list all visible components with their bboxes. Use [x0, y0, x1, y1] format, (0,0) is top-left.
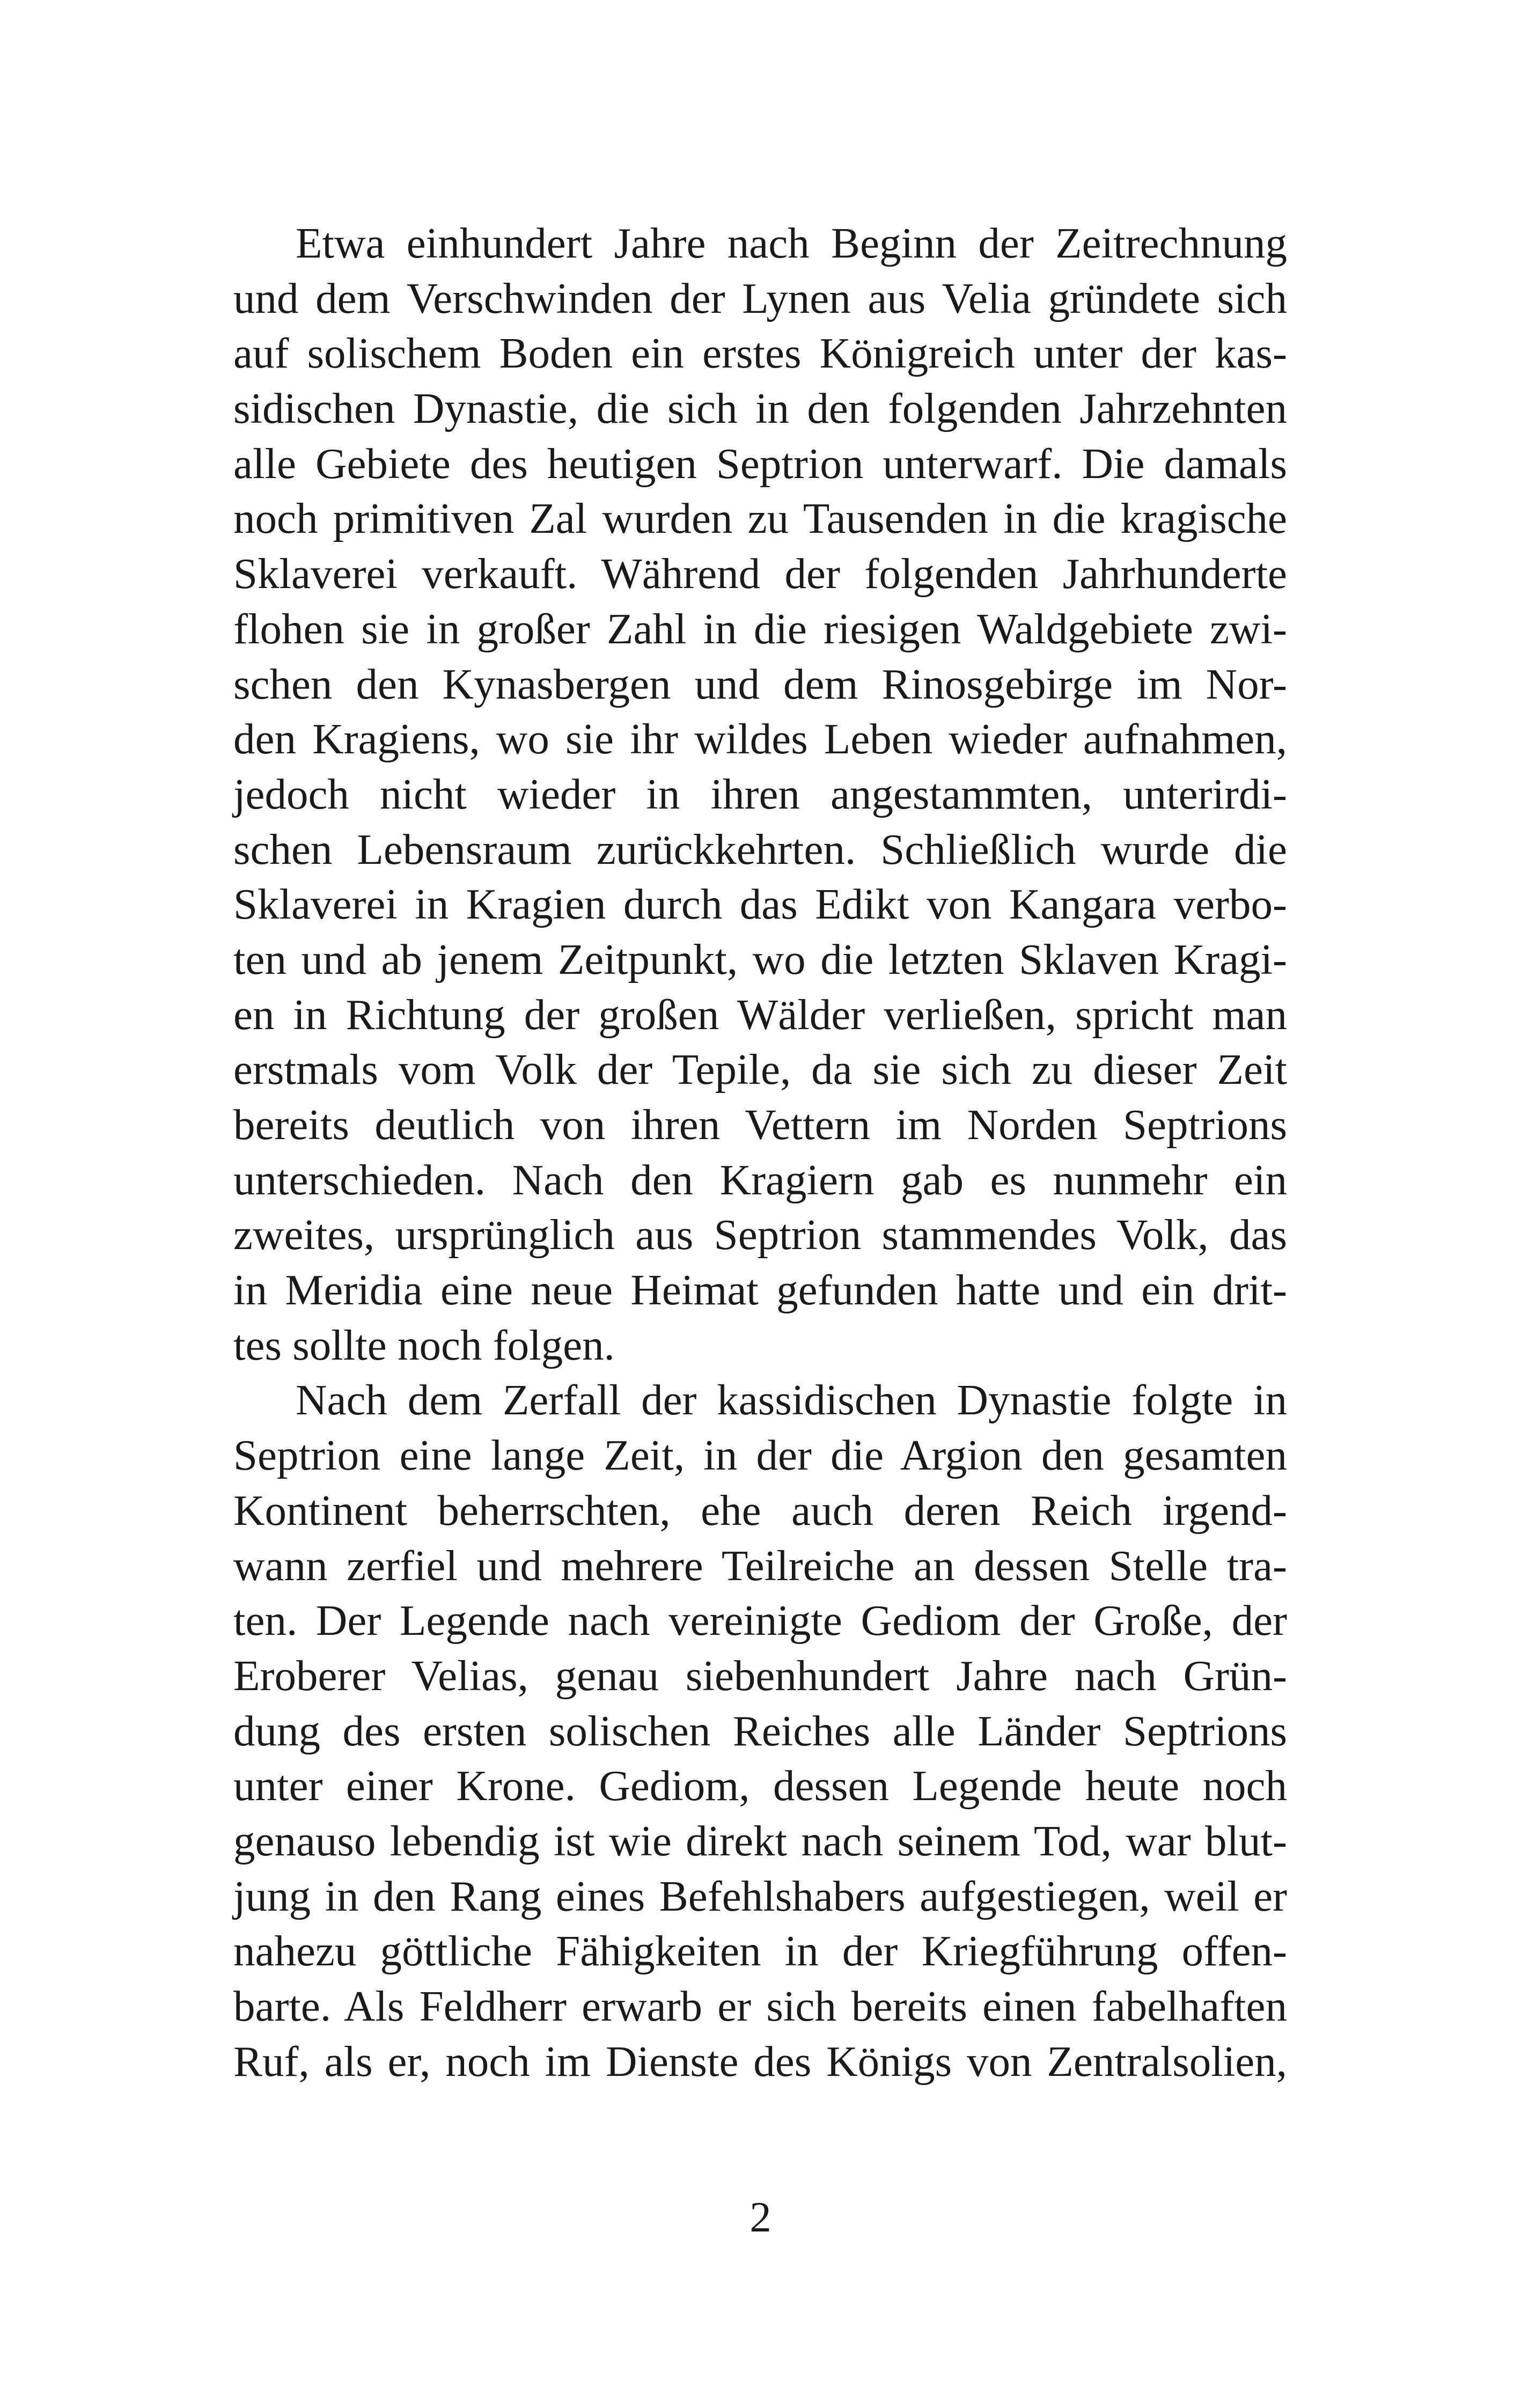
text-line: und dem Verschwinden der Lynen aus Velia gründete sich: [233, 274, 1287, 322]
text-line: Eroberer Velias, genau siebenhundert Jahre nach Grün-: [233, 1651, 1287, 1700]
text-line: jung in den Rang eines Befehlshabers aufgestiegen, weil er: [233, 1871, 1287, 1920]
body-text: [233, 216, 1287, 2089]
text-line: unter einer Krone. Gediom, dessen Legende heute noch: [233, 1761, 1287, 1810]
text-line: genauso lebendig ist wie direkt nach seinem Tod, war blut-: [233, 1816, 1287, 1865]
text-line: dung des ersten solischen Reiches alle Länder Septrions: [233, 1706, 1287, 1755]
text-line: schen den Kynasbergen und dem Rinosgebirge im Nor-: [233, 659, 1287, 708]
text-line: Etwa einhundert Jahre nach Beginn der Zeitrechnung: [296, 219, 1287, 267]
paragraph-2: [233, 1372, 1287, 2089]
text-line: Kontinent beherrschten, ehe auch deren Reich irgend-: [233, 1486, 1287, 1535]
text-line: jedoch nicht wieder in ihren angestammten, unterirdi-: [233, 769, 1287, 818]
text-line: erstmals vom Volk der Tepile, da sie sich zu dieser Zeit: [233, 1045, 1287, 1094]
text-line: in Meridia eine neue Heimat gefunden hatte und ein drit-: [233, 1266, 1287, 1315]
text-line: auf solischem Boden ein erstes Königreich unter der kas-: [233, 329, 1287, 378]
text-line: ten und ab jenem Zeitpunkt, wo die letzten Sklaven Kragi-: [233, 935, 1287, 983]
text-line: zweites, ursprünglich aus Septrion stammendes Volk, das: [233, 1210, 1287, 1259]
paragraph-1: [233, 216, 1287, 1372]
text-line: barte. Als Feldherr erwarb er sich bereits einen fabelhaften: [233, 1982, 1287, 2030]
text-line: ten. Der Legende nach vereinigte Gediom der Große, der: [233, 1596, 1287, 1645]
text-line: wann zerfiel und mehrere Teilreiche an dessen Stelle tra-: [233, 1541, 1287, 1590]
text-line: Sklaverei verkauft. Während der folgenden Jahrhunderte: [233, 549, 1287, 598]
text-line: flohen sie in großer Zahl in die riesigen Waldgebiete zwi-: [233, 604, 1287, 653]
text-line: bereits deutlich von ihren Vettern im Norden Septrions: [233, 1100, 1287, 1149]
text-line: en in Richtung der großen Wälder verließen, spricht man: [233, 990, 1287, 1039]
text-line: sidischen Dynastie, die sich in den folgenden Jahrzehnten: [233, 384, 1287, 433]
text-line: tes sollte noch folgen.: [233, 1320, 615, 1369]
text-line: alle Gebiete des heutigen Septrion unterwarf. Die damals: [233, 439, 1287, 488]
text-line: Nach dem Zerfall der kassidischen Dynastie folgte in: [296, 1376, 1287, 1425]
text-line: nahezu göttliche Fähigkeiten in der Kriegführung offen-: [233, 1927, 1287, 1976]
text-line: unterschieden. Nach den Kragiern gab es nunmehr ein: [233, 1155, 1287, 1204]
text-line: schen Lebensraum zurückkehrten. Schließlich wurde die: [233, 825, 1287, 873]
text-line: den Kragiens, wo sie ihr wildes Leben wieder aufnahmen,: [233, 715, 1287, 763]
text-line: Sklaverei in Kragien durch das Edikt von Kangara verbo-: [233, 880, 1287, 929]
page-number: 2: [750, 2193, 771, 2241]
text-line: Ruf, als er, noch im Dienste des Königs von Zentralsolien,: [233, 2037, 1287, 2086]
text-line: Septrion eine lange Zeit, in der die Argion den gesamten: [233, 1431, 1287, 1480]
text-line: noch primitiven Zal wurden zu Tausenden in die kragische: [233, 494, 1287, 543]
